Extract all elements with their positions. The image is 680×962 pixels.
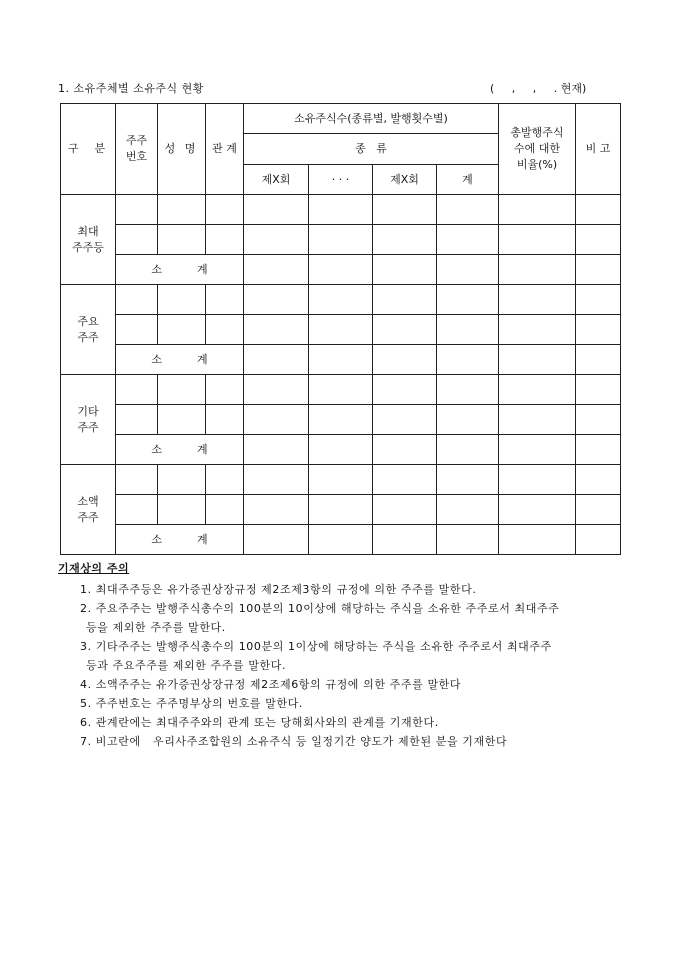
cell[interactable] xyxy=(309,465,373,495)
notes-heading: 기재상의 주의 xyxy=(58,562,130,575)
cell[interactable] xyxy=(206,405,244,435)
cell[interactable] xyxy=(576,315,621,345)
cell[interactable] xyxy=(373,195,437,225)
cell[interactable] xyxy=(309,405,373,435)
cell[interactable] xyxy=(244,315,309,345)
ownership-table xyxy=(60,103,621,555)
cell[interactable] xyxy=(499,375,576,405)
cell[interactable] xyxy=(373,495,437,525)
cell[interactable] xyxy=(244,225,309,255)
cell[interactable] xyxy=(437,495,499,525)
cell[interactable] xyxy=(206,285,244,315)
cell[interactable] xyxy=(158,225,206,255)
cell[interactable] xyxy=(373,375,437,405)
cell[interactable] xyxy=(437,255,499,285)
cell[interactable] xyxy=(576,345,621,375)
cell[interactable] xyxy=(373,525,437,555)
group-label: 최대 주주등 xyxy=(61,195,116,285)
note-item xyxy=(80,599,559,637)
cell[interactable] xyxy=(576,495,621,525)
cell[interactable] xyxy=(309,345,373,375)
cell[interactable] xyxy=(116,225,158,255)
cell[interactable] xyxy=(309,525,373,555)
section-title: 1. 소유주체별 소유주식 현황 xyxy=(58,82,204,95)
cell[interactable] xyxy=(309,435,373,465)
header-category: 구 분 xyxy=(61,104,116,195)
header-sub-col: 제X회 xyxy=(244,165,309,195)
cell[interactable] xyxy=(576,255,621,285)
subtotal-label: 소 계 xyxy=(116,255,244,285)
note-text: 5. 주주번호는 주주명부상의 번호를 말한다. xyxy=(80,697,304,710)
cell[interactable] xyxy=(158,375,206,405)
cell[interactable] xyxy=(499,315,576,345)
cell[interactable] xyxy=(437,345,499,375)
cell[interactable] xyxy=(158,285,206,315)
cell[interactable] xyxy=(244,495,309,525)
cell[interactable] xyxy=(437,465,499,495)
note-text-continued: 등과 주요주주를 제외한 주주를 말한다. xyxy=(86,659,287,672)
note-text: 6. 관계란에는 최대주주와의 관계 또는 당해회사와의 관계를 기재한다. xyxy=(80,716,439,729)
cell[interactable] xyxy=(373,435,437,465)
cell[interactable] xyxy=(158,195,206,225)
cell[interactable] xyxy=(309,375,373,405)
cell[interactable] xyxy=(576,375,621,405)
cell[interactable] xyxy=(244,285,309,315)
cell[interactable] xyxy=(373,465,437,495)
cell[interactable] xyxy=(499,435,576,465)
cell[interactable] xyxy=(206,375,244,405)
cell[interactable] xyxy=(309,285,373,315)
cell[interactable] xyxy=(373,255,437,285)
cell[interactable] xyxy=(158,405,206,435)
cell[interactable] xyxy=(499,255,576,285)
cell[interactable] xyxy=(244,525,309,555)
cell[interactable] xyxy=(437,285,499,315)
cell[interactable] xyxy=(499,195,576,225)
note-text: 7. 비고란에 우리사주조합원의 소유주식 등 일정기간 양도가 제한된 분을 기재한다 xyxy=(80,735,508,748)
cell[interactable] xyxy=(116,315,158,345)
cell[interactable] xyxy=(437,225,499,255)
cell[interactable] xyxy=(309,255,373,285)
cell[interactable] xyxy=(437,315,499,345)
header-kind: 종 류 xyxy=(244,134,499,165)
cell[interactable] xyxy=(244,435,309,465)
header-ratio: 총발행주식 수에 대한 비율(%) xyxy=(499,104,576,195)
cell[interactable] xyxy=(206,195,244,225)
note-text: 1. 최대주주등은 유가증권상장규정 제2조제3항의 규정에 의한 주주를 말한다. xyxy=(80,583,477,596)
cell[interactable] xyxy=(158,495,206,525)
cell[interactable] xyxy=(499,495,576,525)
cell[interactable] xyxy=(309,225,373,255)
cell[interactable] xyxy=(244,255,309,285)
cell[interactable] xyxy=(244,465,309,495)
cell[interactable] xyxy=(576,465,621,495)
cell[interactable] xyxy=(576,195,621,225)
cell[interactable] xyxy=(499,525,576,555)
header-relation: 관 계 xyxy=(206,104,244,195)
cell[interactable] xyxy=(158,465,206,495)
header-sub-col: 제X회 xyxy=(373,165,437,195)
cell[interactable] xyxy=(373,315,437,345)
group-label: 소액 주주 xyxy=(61,465,116,555)
cell[interactable] xyxy=(437,435,499,465)
cell[interactable] xyxy=(309,315,373,345)
cell[interactable] xyxy=(116,285,158,315)
subtotal-label: 소 계 xyxy=(116,435,244,465)
cell[interactable] xyxy=(437,195,499,225)
header-sub-col: 계 xyxy=(437,165,499,195)
cell[interactable] xyxy=(576,405,621,435)
cell[interactable] xyxy=(499,465,576,495)
cell[interactable] xyxy=(499,285,576,315)
group-label: 기타 주주 xyxy=(61,375,116,465)
cell[interactable] xyxy=(206,225,244,255)
note-text-continued: 등을 제외한 주주를 말한다. xyxy=(86,621,226,634)
cell[interactable] xyxy=(499,345,576,375)
cell[interactable] xyxy=(373,405,437,435)
cell[interactable] xyxy=(116,495,158,525)
cell[interactable] xyxy=(576,225,621,255)
cell[interactable] xyxy=(437,405,499,435)
cell[interactable] xyxy=(373,225,437,255)
note-item xyxy=(80,675,559,694)
cell[interactable] xyxy=(499,225,576,255)
cell[interactable] xyxy=(373,345,437,375)
cell[interactable] xyxy=(576,285,621,315)
cell[interactable] xyxy=(576,435,621,465)
cell[interactable] xyxy=(206,315,244,345)
cell[interactable] xyxy=(116,465,158,495)
cell[interactable] xyxy=(206,495,244,525)
subtotal-label: 소 계 xyxy=(116,345,244,375)
as-of-date: ( , , . 현재) xyxy=(490,82,587,95)
cell[interactable] xyxy=(206,465,244,495)
note-item xyxy=(80,637,559,675)
cell[interactable] xyxy=(116,375,158,405)
cell[interactable] xyxy=(373,285,437,315)
header-name: 성 명 xyxy=(158,104,206,195)
cell[interactable] xyxy=(309,195,373,225)
note-item xyxy=(80,713,559,732)
cell[interactable] xyxy=(244,405,309,435)
header-holder-no: 주주 번호 xyxy=(116,104,158,195)
cell[interactable] xyxy=(244,345,309,375)
cell[interactable] xyxy=(499,405,576,435)
note-text: 3. 기타주주는 발행주식총수의 100분의 1이상에 해당하는 주식을 소유한 주주로서 최대주주 xyxy=(80,640,552,653)
cell[interactable] xyxy=(158,315,206,345)
cell[interactable] xyxy=(244,195,309,225)
note-text: 4. 소액주주는 유가증권상장규정 제2조제6항의 규정에 의한 주주를 말한다 xyxy=(80,678,462,691)
note-item xyxy=(80,580,559,599)
cell[interactable] xyxy=(576,525,621,555)
cell[interactable] xyxy=(116,195,158,225)
note-item xyxy=(80,732,559,751)
cell[interactable] xyxy=(244,375,309,405)
subtotal-label: 소 계 xyxy=(116,525,244,555)
cell[interactable] xyxy=(437,525,499,555)
header-sub-col: · · · xyxy=(309,165,373,195)
cell[interactable] xyxy=(437,375,499,405)
header-remarks: 비 고 xyxy=(576,104,621,195)
group-label: 주요 주주 xyxy=(61,285,116,375)
header-shares-group: 소유주식수(종류별, 발행횟수별) xyxy=(244,104,499,134)
note-text: 2. 주요주주는 발행주식총수의 100분의 10이상에 해당하는 주식을 소유한 주주로서 최대주주 xyxy=(80,602,560,615)
note-item xyxy=(80,694,559,713)
cell[interactable] xyxy=(116,405,158,435)
notes-section xyxy=(58,560,559,751)
cell[interactable] xyxy=(309,495,373,525)
